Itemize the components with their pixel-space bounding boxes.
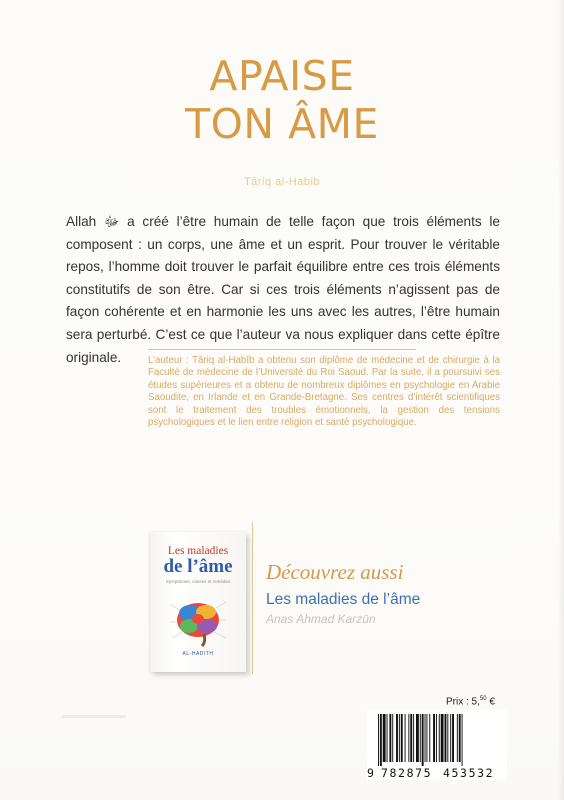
price-main: Prix : 5, xyxy=(446,696,480,708)
related-book-title: Les maladies de l’âme xyxy=(266,591,421,608)
barcode-bar xyxy=(378,714,379,766)
barcode-bar xyxy=(450,714,451,762)
barcode-bar xyxy=(416,714,419,762)
barcode-bar xyxy=(405,714,406,762)
barcode-bar xyxy=(452,714,454,762)
barcode-bar xyxy=(462,714,463,766)
price-currency: € xyxy=(486,696,495,708)
discover-heading: Découvrez aussi xyxy=(266,560,404,584)
barcode-bar xyxy=(422,714,424,766)
barcode-bar xyxy=(441,714,444,762)
barcode-bar xyxy=(380,714,382,766)
faint-printed-mark xyxy=(62,715,126,718)
related-divider xyxy=(252,522,253,674)
thumbnail-title-line2: de l’âme xyxy=(163,556,233,577)
thumbnail-subtitle: Symptômes, causes et remèdes xyxy=(165,579,231,584)
barcode-bar xyxy=(439,714,440,762)
related-book-thumbnail xyxy=(150,532,246,672)
barcode-bar xyxy=(457,714,458,762)
barcode-bar xyxy=(429,714,430,762)
isbn-group-2: 453532 xyxy=(443,766,495,780)
barcode-bar xyxy=(410,714,412,762)
book-title-line1: APAISE xyxy=(209,52,355,100)
price-label xyxy=(446,696,495,707)
barcode-bar xyxy=(459,714,461,762)
barcode-bar xyxy=(401,714,403,762)
barcode-bar xyxy=(436,714,437,762)
barcode-bar xyxy=(445,714,447,762)
barcode-bar xyxy=(433,714,435,762)
barcode-bar xyxy=(425,714,426,762)
barcode-bar xyxy=(389,714,391,762)
isbn-group-1: 782875 xyxy=(381,766,433,780)
barcode-bar xyxy=(426,714,427,762)
book-title-line2: TON ÂME xyxy=(185,100,379,148)
barcode-bar xyxy=(447,714,448,762)
thumbnail-publisher: AL-HADITH xyxy=(182,651,214,657)
barcode-bar xyxy=(387,714,388,762)
author-biography: L’auteur : Tāriq al-Habīb a obtenu son diplôme de médecine et de chirurgie à la Faculté de médecine de l’Université du Roi Saoud. Par la suite, il a poursuivi ses études supérieures et a obtenu de nombreux diplômes en psychologie en Arabie Saoudite, en Irlande et en Grande-Bretagne. Ses centres d’intérêt scientifiques sont le traitement des troubles émotionnels, la gestion des tensions psychologiques et le lien entre religion et santé psychologique. xyxy=(148,355,500,429)
thumbnail-title-line1: Les maladies xyxy=(167,545,229,557)
related-book-author: Anas Ahmad Karzūn xyxy=(266,612,376,626)
book-author: Tāriq al-Habib xyxy=(243,176,321,188)
barcode-bar xyxy=(392,714,393,762)
barcode-bar xyxy=(413,714,414,762)
barcode-bar xyxy=(396,714,398,762)
barcode-bar xyxy=(399,714,400,762)
price-cents: 50 xyxy=(479,696,487,702)
isbn-barcode xyxy=(367,710,507,780)
barcode-bar xyxy=(383,714,386,762)
brain-icon xyxy=(168,592,228,648)
divider-rule xyxy=(148,349,416,350)
barcode-bar xyxy=(408,714,409,762)
barcode-bar xyxy=(420,714,421,762)
barcode-bars xyxy=(378,714,498,766)
book-description: Allah ﷻ a créé l’être humain de telle façon que trois éléments le composent : un corps, une âme et un esprit. Pour trouver le véritable repos, l’homme doit trouver le parfait équilibre entre ces trois éléments constitutifs de son être. Car si ces trois éléments n’agissent pas de façon cohérente et en harmonie les uns avec les autres, l’être humain sera perturbé. C’est ce que l’auteur va nous expliquer dans cette épître originale. xyxy=(66,214,500,365)
isbn-first-digit: 9 xyxy=(367,766,375,780)
